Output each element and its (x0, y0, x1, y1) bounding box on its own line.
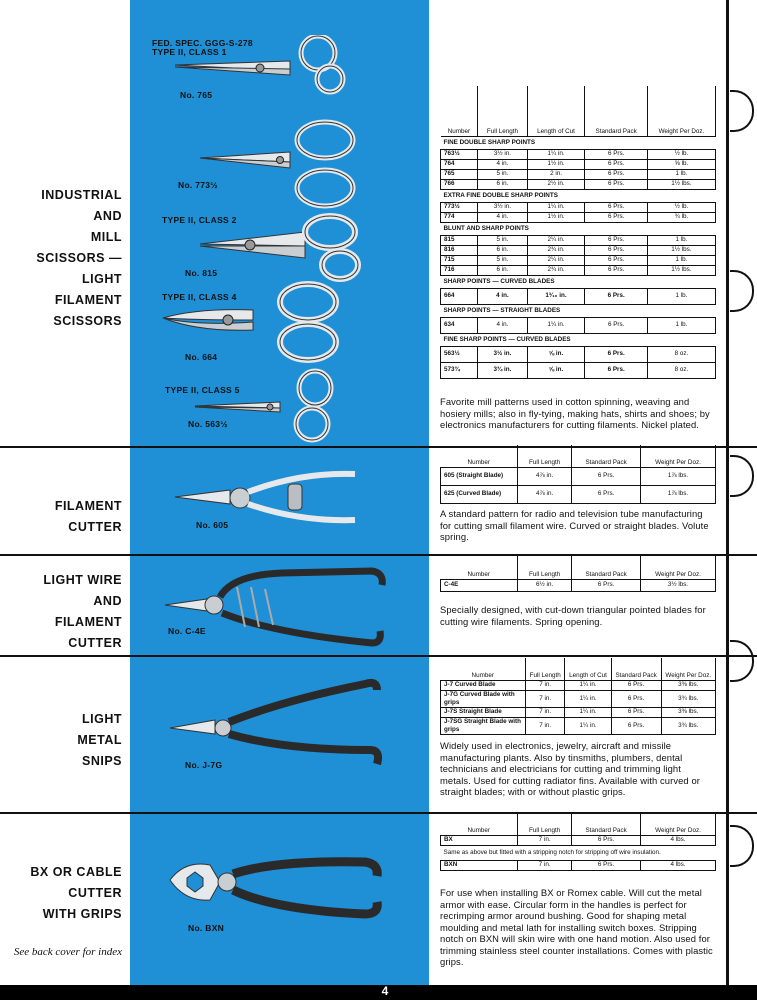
model-label: No. J-7G (185, 760, 223, 770)
snips-spec-table (440, 658, 716, 735)
model-label: No. C-4E (168, 626, 206, 636)
group-heading: BLUNT AND SHARP POINTS (441, 222, 716, 235)
col-header: Full Length (518, 445, 572, 467)
binder-tab (730, 825, 754, 867)
model-label: No. BXN (188, 923, 225, 933)
scissors-spec-table (440, 86, 716, 379)
scissors-563-illustration (190, 368, 360, 443)
filament-cutter-605-illustration (170, 462, 370, 532)
col-header: Weight Per Doz. (640, 555, 715, 579)
section-title-bx-cutter: BX OR CABLE CUTTER WITH GRIPS (30, 865, 122, 921)
table-row: 573¾ 3¾ in. ⅝ in. 6 Prs. 8 oz. (441, 362, 716, 378)
bx-description: For use when installing BX or Romex cable. Will cut the metal armor with ease. Circular form in the handles is perfect for recrimping armor around bushing. Good for shaping metal moulding and metal lath for installing switch boxes. Stripping notch on BXN will skin wire with one hand motion. Also used for trimming stainless steel counter installations. Comes with plastic grips. (440, 887, 713, 967)
table-row: BX 7 in. 6 Prs. 4 lbs. (441, 835, 716, 845)
table-row: J-7 Curved Blade 7 in. 1¼ in. 6 Prs. 3⅜ lbs. (441, 680, 716, 690)
table-row: 764 4 in. 1½ in. 6 Prs. ⅝ lb. (441, 159, 716, 169)
model-label: No. 815 (185, 268, 218, 278)
group-heading: EXTRA FINE DOUBLE SHARP POINTS (441, 189, 716, 202)
col-header: Weight Per Doz. (640, 445, 715, 467)
col-header: Standard Pack (585, 86, 647, 136)
spec-label: TYPE II, CLASS 2 (162, 215, 237, 225)
binder-tab (730, 270, 754, 312)
scissors-773-illustration (195, 118, 365, 213)
section-divider (0, 655, 757, 657)
table-row: 625 (Curved Blade) 4⅞ in. 6 Prs. 1⅞ lbs. (441, 485, 716, 503)
section-title-snips: LIGHT METAL SNIPS (77, 712, 122, 768)
light-wire-cutter-c4e-illustration (162, 565, 387, 650)
col-header: Number (441, 86, 478, 136)
col-header: Standard Pack (611, 658, 661, 680)
page-number: 4 (381, 984, 389, 998)
index-note: See back cover for index (13, 946, 122, 958)
section-title-scissors: INDUSTRIAL AND MILL SCISSORS — LIGHT FILAMENT SCISSORS (36, 188, 122, 328)
table-row: 715 5 in. 2¼ in. 6 Prs. 1 lb. (441, 255, 716, 265)
light-wire-spec-table (440, 555, 716, 592)
binder-tab (730, 90, 754, 132)
scissors-description: Favorite mill patterns used in cotton spinning, weaving and hosiery mills; also in fly-tying, making hats, shirts and shoes; by electronics manufacturers for cutting filaments. Nickel plated. (440, 396, 710, 430)
bx-spec-table (440, 813, 716, 871)
spec-label: TYPE II, CLASS 1 (152, 47, 227, 57)
snips-description: Widely used in electronics, jewelry, aircraft and missile manufacturing plants. Also by tinsmiths, plumbers, dental technicians and electricians for cutting and trimming light metals. Used for cutting radiator fins. Available with curved or straight blades; with or without plastic grips. (440, 740, 700, 797)
group-heading: FINE SHARP POINTS — CURVED BLADES (441, 333, 716, 346)
table-row: 605 (Straight Blade) 4⅞ in. 6 Prs. 1⅞ lbs. (441, 467, 716, 485)
table-row: BXN 7 in. 6 Prs. 4 lbs. (441, 860, 716, 870)
col-header: Standard Pack (572, 445, 641, 467)
model-label: No. 605 (196, 520, 229, 530)
table-row: 634 4 in. 1¼ in. 6 Prs. 1 lb. (441, 317, 716, 333)
section-title-filament-cutter: FILAMENT CUTTER (54, 499, 122, 534)
table-row: 765 5 in. 2 in. 6 Prs. 1 lb. (441, 169, 716, 179)
snips-j7g-illustration (165, 670, 390, 785)
table-row: C-4E 6½ in. 6 Prs. 3½ lbs. (441, 579, 716, 591)
filament-cutter-description: A standard pattern for radio and television tube manufacturing for cutting small filament wire. Curved or straight blades. Volute spring. (440, 508, 709, 542)
spec-label: TYPE II, CLASS 5 (165, 385, 240, 395)
table-row: J-7G Curved Blade with grips 7 in. 1¼ in. 6 Prs. 3¾ lbs. (441, 690, 716, 707)
binder-edge-line (726, 0, 729, 985)
light-wire-description: Specially designed, with cut-down triangular pointed blades for cutting wire filaments. Spring opening. (440, 604, 706, 627)
filament-cutter-spec-table (440, 445, 716, 504)
model-label: No. 664 (185, 352, 218, 362)
col-header: Standard Pack (572, 555, 641, 579)
binder-tab (730, 455, 754, 497)
table-row: 664 4 in. 1³⁄₁₆ in. 6 Prs. 1 lb. (441, 288, 716, 304)
table-row: 816 6 in. 2¾ in. 6 Prs. 1½ lbs. (441, 245, 716, 255)
col-header: Weight Per Doz. (661, 658, 715, 680)
scissors-815-illustration (195, 210, 365, 285)
model-label: No. 563½ (188, 419, 228, 429)
col-header: Number (441, 555, 518, 579)
col-header: Number (441, 445, 518, 467)
table-row: J-7SG Straight Blade with grips 7 in. 1¼ in. 6 Prs. 3¾ lbs. (441, 717, 716, 734)
col-header: Full Length (518, 555, 572, 579)
table-row: 716 6 in. 2¾ in. 6 Prs. 1½ lbs. (441, 265, 716, 275)
table-row: 815 5 in. 2¼ in. 6 Prs. 1 lb. (441, 235, 716, 245)
bx-cutter-bxn-illustration (165, 840, 390, 935)
table-note: Same as above but fitted with a stripping notch for stripping off wire insulation. (441, 845, 716, 860)
scissors-664-illustration (158, 280, 358, 365)
col-header: Length of Cut (527, 86, 585, 136)
col-header: Number (441, 658, 526, 680)
table-row: 763½ 3½ in. 1¼ in. 6 Prs. ½ lb. (441, 149, 716, 159)
col-header: Length of Cut (565, 658, 611, 680)
binder-tab (730, 640, 754, 682)
col-header: Full Length (526, 658, 565, 680)
section-title-light-wire: LIGHT WIRE AND FILAMENT CUTTER (43, 573, 122, 650)
table-row: J-7S Straight Blade 7 in. 1¼ in. 6 Prs. 3⅜ lbs. (441, 707, 716, 717)
col-header: Full Length (478, 86, 527, 136)
table-row: 563½ 3½ in. ⅝ in. 6 Prs. 8 oz. (441, 346, 716, 362)
spec-label: FED. SPEC. GGG-S-278 (152, 38, 253, 48)
group-heading: SHARP POINTS — CURVED BLADES (441, 275, 716, 288)
col-header: Number (441, 813, 518, 835)
col-header: Standard Pack (572, 813, 641, 835)
model-label: No. 773½ (178, 180, 218, 190)
col-header: Weight Per Doz. (640, 813, 715, 835)
scissors-765-illustration (170, 35, 360, 95)
spec-label: TYPE II, CLASS 4 (162, 292, 237, 302)
group-heading: SHARP POINTS — STRAIGHT BLADES (441, 304, 716, 317)
model-label: No. 765 (180, 90, 213, 100)
group-heading: FINE DOUBLE SHARP POINTS (441, 136, 716, 149)
table-row: 766 6 in. 2½ in. 6 Prs. 1½ lbs. (441, 179, 716, 189)
table-row: 773½ 3½ in. 1¼ in. 6 Prs. ½ lb. (441, 202, 716, 212)
col-header: Full Length (518, 813, 572, 835)
col-header: Weight Per Doz. (647, 86, 715, 136)
table-row: 774 4 in. 1½ in. 6 Prs. ¾ lb. (441, 212, 716, 222)
